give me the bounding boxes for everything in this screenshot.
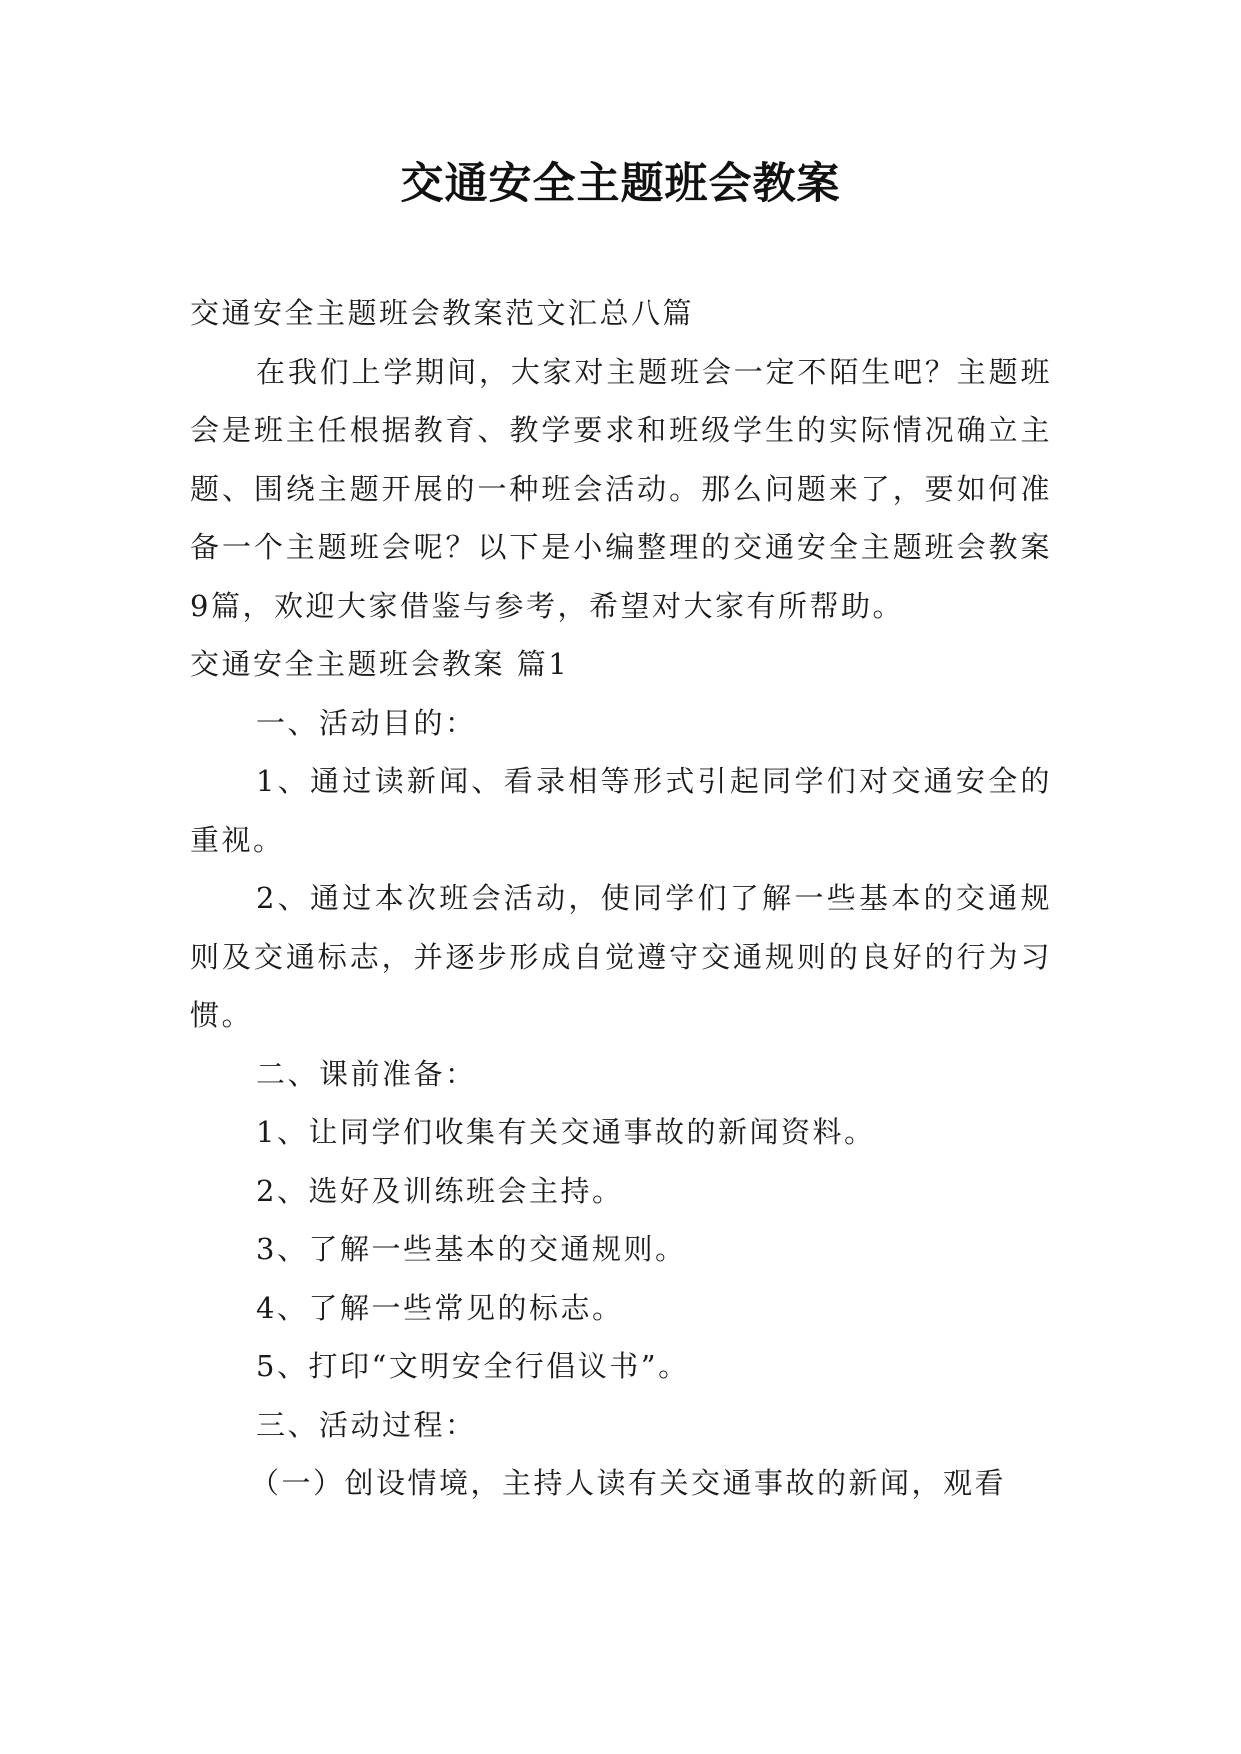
- process-item-1: （一）创设情境，主持人读有关交通事故的新闻，观看: [250, 1466, 1007, 1500]
- prep-item-2: 2、选好及训练班会主持。: [256, 1173, 624, 1208]
- goal-item-1: 1、通过读新闻、看录相等形式引起同学们对交通安全的重视。: [190, 764, 1052, 857]
- document-title: 交通安全主题班会教案: [400, 159, 841, 209]
- document-body: [190, 284, 1052, 1513]
- prep-item-5: 5、打印“文明安全行倡议书”。: [256, 1349, 690, 1383]
- prep-heading: 二、课前准备：: [256, 1056, 477, 1091]
- prep-item-4: 4、了解一些常见的标志。: [256, 1290, 624, 1325]
- document-subtitle: 交通安全主题班会教案范文汇总八篇: [190, 296, 695, 330]
- prep-item-1: 1、让同学们收集有关交通事故的新闻资料。: [256, 1115, 876, 1149]
- section-heading: 交通安全主题班会教案 篇1: [190, 647, 570, 681]
- intro-paragraph: 在我们上学期间，大家对主题班会一定不陌生吧？主题班会是班主任根据教育、教学要求和班级学生的实际情况确立主题、围绕主题开展的一种班会活动。那么问题来了，要如何准备一个主题班会呢？以下是小编整理的交通安全主题班会教案9篇，欢迎大家借鉴与参考，希望对大家有所帮助。: [190, 354, 1052, 623]
- goal-item-2: 2、通过本次班会活动，使同学们了解一些基本的交通规则及交通标志，并逐步形成自觉遵守交通规则的良好的行为习惯。: [190, 881, 1052, 1032]
- process-heading: 三、活动过程：: [256, 1407, 477, 1442]
- goal-heading: 一、活动目的：: [256, 705, 477, 740]
- prep-item-3: 3、了解一些基本的交通规则。: [256, 1232, 687, 1266]
